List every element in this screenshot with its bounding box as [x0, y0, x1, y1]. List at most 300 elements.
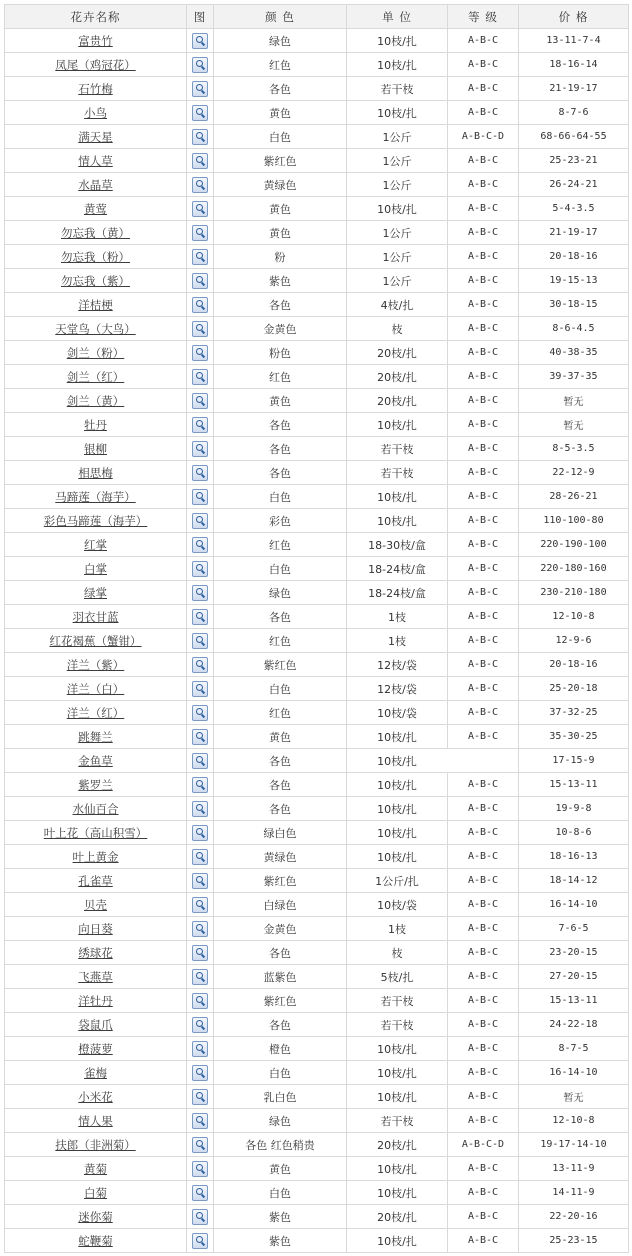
- magnifier-icon[interactable]: [192, 801, 208, 817]
- flower-name-link[interactable]: 石竹梅: [78, 81, 113, 96]
- magnifier-icon[interactable]: [192, 753, 208, 769]
- price-cell: 7-6-5: [519, 917, 629, 941]
- unit-cell: 10枝/扎: [347, 821, 448, 845]
- table-row: [5, 293, 629, 317]
- picture-cell: [187, 749, 214, 773]
- magnifier-icon[interactable]: [192, 537, 208, 553]
- table-row: [5, 341, 629, 365]
- table-row: [5, 773, 629, 797]
- magnifier-icon[interactable]: [192, 729, 208, 745]
- color-cell: 红色: [214, 533, 347, 557]
- flower-name-cell: [5, 29, 187, 53]
- picture-cell: [187, 485, 214, 509]
- picture-cell: [187, 1133, 214, 1157]
- table-row: [5, 317, 629, 341]
- flower-name-link[interactable]: 贝壳: [84, 897, 107, 912]
- table-row: [5, 677, 629, 701]
- magnifier-icon[interactable]: [192, 33, 208, 49]
- flower-name-link[interactable]: 红掌: [84, 537, 107, 552]
- flower-name-link[interactable]: 洋兰（红）: [66, 705, 125, 720]
- flower-name-link[interactable]: 勿忘我（黄）: [61, 225, 130, 240]
- flower-name-link[interactable]: 洋兰（紫）: [66, 657, 125, 672]
- magnifier-icon[interactable]: [192, 201, 208, 217]
- color-cell: 紫红色: [214, 149, 347, 173]
- grade-cell: A-B-C: [448, 1085, 519, 1109]
- magnifier-icon[interactable]: [192, 657, 208, 673]
- picture-cell: [187, 245, 214, 269]
- price-cell: 27-20-15: [519, 965, 629, 989]
- magnifier-icon[interactable]: [192, 897, 208, 913]
- unit-cell: 1公斤: [347, 245, 448, 269]
- flower-name-link[interactable]: 黄莺: [84, 201, 107, 216]
- magnifier-icon[interactable]: [192, 225, 208, 241]
- price-cell: 68-66-64-55: [519, 125, 629, 149]
- magnifier-icon[interactable]: [192, 513, 208, 529]
- magnifier-icon[interactable]: [192, 249, 208, 265]
- flower-name-cell: [5, 173, 187, 197]
- picture-cell: [187, 365, 214, 389]
- magnifier-icon[interactable]: [192, 681, 208, 697]
- flower-name-link[interactable]: 叶上花（高山积雪）: [43, 825, 148, 840]
- magnifier-icon[interactable]: [192, 321, 208, 337]
- table-row: [5, 653, 629, 677]
- magnifier-icon[interactable]: [192, 1065, 208, 1081]
- flower-name-cell: [5, 1085, 187, 1109]
- picture-cell: [187, 1229, 214, 1253]
- flower-name-link[interactable]: 金鱼草: [78, 753, 113, 768]
- flower-name-link[interactable]: 银柳: [84, 441, 107, 456]
- color-cell: 红色: [214, 701, 347, 725]
- flower-name-link[interactable]: 剑兰（红）: [66, 369, 125, 384]
- picture-cell: [187, 1181, 214, 1205]
- color-cell: 绿色: [214, 29, 347, 53]
- unit-cell: 10枝/扎: [347, 845, 448, 869]
- unit-cell: 12枝/袋: [347, 677, 448, 701]
- magnifier-icon[interactable]: [192, 1017, 208, 1033]
- grade-cell: A-B-C: [448, 29, 519, 53]
- flower-name-link[interactable]: 白菊: [84, 1185, 107, 1200]
- unit-cell: 10枝/扎: [347, 413, 448, 437]
- flower-name-link[interactable]: 满天星: [78, 129, 113, 144]
- flower-name-link[interactable]: 情人果: [78, 1113, 113, 1128]
- color-cell: 各色: [214, 461, 347, 485]
- grade-cell: A-B-C: [448, 581, 519, 605]
- flower-name-cell: [5, 869, 187, 893]
- flower-name-cell: [5, 917, 187, 941]
- flower-name-link[interactable]: 绣球花: [78, 945, 113, 960]
- price-cell: 26-24-21: [519, 173, 629, 197]
- header-pic: 图: [187, 5, 214, 29]
- picture-cell: [187, 29, 214, 53]
- grade-cell: A-B-C: [448, 845, 519, 869]
- grade-cell: A-B-C: [448, 221, 519, 245]
- flower-name-link[interactable]: 剑兰（黄）: [66, 393, 125, 408]
- price-cell: 16-14-10: [519, 893, 629, 917]
- magnifier-icon[interactable]: [192, 297, 208, 313]
- flower-name-cell: [5, 365, 187, 389]
- grade-cell: A-B-C: [448, 317, 519, 341]
- unit-cell: 20枝/扎: [347, 341, 448, 365]
- flower-name-link[interactable]: 羽衣甘蓝: [72, 609, 119, 624]
- flower-name-cell: [5, 1181, 187, 1205]
- magnifier-icon[interactable]: [192, 57, 208, 73]
- color-cell: 各色: [214, 941, 347, 965]
- color-cell: 紫色: [214, 1205, 347, 1229]
- flower-name-cell: [5, 293, 187, 317]
- picture-cell: [187, 509, 214, 533]
- flower-name-cell: [5, 1109, 187, 1133]
- price-cell: 19-15-13: [519, 269, 629, 293]
- color-cell: 白色: [214, 485, 347, 509]
- picture-cell: [187, 173, 214, 197]
- picture-cell: [187, 1157, 214, 1181]
- picture-cell: [187, 1109, 214, 1133]
- picture-cell: [187, 917, 214, 941]
- color-cell: 白色: [214, 1061, 347, 1085]
- color-cell: 白绿色: [214, 893, 347, 917]
- table-row: [5, 1085, 629, 1109]
- picture-cell: [187, 269, 214, 293]
- magnifier-icon[interactable]: [192, 969, 208, 985]
- color-cell: 黄绿色: [214, 845, 347, 869]
- magnifier-icon[interactable]: [192, 873, 208, 889]
- magnifier-icon[interactable]: [192, 489, 208, 505]
- magnifier-icon[interactable]: [192, 345, 208, 361]
- picture-cell: [187, 653, 214, 677]
- flower-name-link[interactable]: 紫罗兰: [78, 777, 113, 792]
- flower-name-link[interactable]: 跳舞兰: [78, 729, 113, 744]
- picture-cell: [187, 149, 214, 173]
- magnifier-icon[interactable]: [192, 633, 208, 649]
- unit-cell: 10枝/扎: [347, 1229, 448, 1253]
- flower-name-cell: [5, 557, 187, 581]
- table-row: [5, 1229, 629, 1253]
- flower-name-link[interactable]: 马蹄莲（海芋）: [55, 489, 136, 504]
- table-row: [5, 389, 629, 413]
- picture-cell: [187, 797, 214, 821]
- unit-cell: 10枝/扎: [347, 773, 448, 797]
- table-row: [5, 1205, 629, 1229]
- grade-cell: A-B-C: [448, 533, 519, 557]
- unit-cell: 10枝/扎: [347, 1061, 448, 1085]
- unit-cell: 10枝/扎: [347, 1157, 448, 1181]
- color-cell: 白色: [214, 557, 347, 581]
- table-row: [5, 77, 629, 101]
- flower-name-cell: [5, 461, 187, 485]
- flower-name-link[interactable]: 袋鼠爪: [78, 1017, 113, 1032]
- picture-cell: [187, 53, 214, 77]
- flower-name-link[interactable]: 情人草: [78, 153, 113, 168]
- price-cell: 8-7-5: [519, 1037, 629, 1061]
- picture-cell: [187, 461, 214, 485]
- color-cell: 粉色: [214, 341, 347, 365]
- price-cell: 18-16-13: [519, 845, 629, 869]
- price-cell: 37-32-25: [519, 701, 629, 725]
- flower-name-link[interactable]: 勿忘我（紫）: [61, 273, 130, 288]
- magnifier-icon[interactable]: [192, 81, 208, 97]
- grade-cell: A-B-C: [448, 605, 519, 629]
- price-cell: 17-15-9: [519, 749, 629, 773]
- flower-name-link[interactable]: 红花褐蕉（蟹钳）: [49, 633, 142, 648]
- color-cell: 绿白色: [214, 821, 347, 845]
- color-cell: 粉: [214, 245, 347, 269]
- grade-cell: A-B-C: [448, 869, 519, 893]
- flower-name-link[interactable]: 洋桔梗: [78, 297, 113, 312]
- flower-name-link[interactable]: 小米花: [78, 1089, 113, 1104]
- flower-name-cell: [5, 629, 187, 653]
- table-row: [5, 509, 629, 533]
- price-cell: 16-14-10: [519, 1061, 629, 1085]
- flower-name-cell: [5, 1157, 187, 1181]
- magnifier-icon[interactable]: [192, 1161, 208, 1177]
- price-cell: 5-4-3.5: [519, 197, 629, 221]
- price-cell: 21-19-17: [519, 221, 629, 245]
- grade-cell: A-B-C: [448, 701, 519, 725]
- magnifier-icon[interactable]: [192, 585, 208, 601]
- flower-name-link[interactable]: 蛇鞭菊: [78, 1233, 113, 1248]
- unit-cell: 10枝/扎: [347, 749, 448, 773]
- picture-cell: [187, 437, 214, 461]
- flower-name-cell: [5, 509, 187, 533]
- price-cell: 15-13-11: [519, 773, 629, 797]
- picture-cell: [187, 533, 214, 557]
- flower-name-cell: [5, 1013, 187, 1037]
- grade-cell: A-B-C: [448, 1037, 519, 1061]
- picture-cell: [187, 725, 214, 749]
- color-cell: 红色: [214, 53, 347, 77]
- picture-cell: [187, 869, 214, 893]
- magnifier-icon[interactable]: [192, 777, 208, 793]
- grade-cell: A-B-C: [448, 437, 519, 461]
- flower-name-cell: [5, 1229, 187, 1253]
- magnifier-icon[interactable]: [192, 1041, 208, 1057]
- flower-name-link[interactable]: 勿忘我（粉）: [61, 249, 130, 264]
- unit-cell: 5枝/扎: [347, 965, 448, 989]
- price-cell: 30-18-15: [519, 293, 629, 317]
- price-cell: 110-100-80: [519, 509, 629, 533]
- flower-name-cell: [5, 989, 187, 1013]
- flower-name-link[interactable]: 黄菊: [84, 1161, 107, 1176]
- grade-cell: A-B-C: [448, 1205, 519, 1229]
- picture-cell: [187, 629, 214, 653]
- picture-cell: [187, 965, 214, 989]
- flower-name-cell: [5, 437, 187, 461]
- table-row: [5, 989, 629, 1013]
- grade-cell: A-B-C: [448, 1181, 519, 1205]
- flower-name-link[interactable]: 小鸟: [84, 105, 107, 120]
- color-cell: 各色: [214, 77, 347, 101]
- magnifier-icon[interactable]: [192, 177, 208, 193]
- grade-cell: A-B-C: [448, 797, 519, 821]
- grade-cell: A-B-C: [448, 893, 519, 917]
- price-cell: 20-18-16: [519, 245, 629, 269]
- table-row: [5, 581, 629, 605]
- grade-cell: A-B-C: [448, 1229, 519, 1253]
- flower-name-cell: [5, 101, 187, 125]
- price-cell: 39-37-35: [519, 365, 629, 389]
- magnifier-icon[interactable]: [192, 1137, 208, 1153]
- header-unit: 单 位: [347, 5, 448, 29]
- grade-cell: A-B-C: [448, 269, 519, 293]
- color-cell: 红色: [214, 629, 347, 653]
- color-cell: 橙色: [214, 1037, 347, 1061]
- unit-cell: 若干枝: [347, 1109, 448, 1133]
- grade-cell: A-B-C: [448, 53, 519, 77]
- flower-name-cell: [5, 197, 187, 221]
- color-cell: 红色: [214, 365, 347, 389]
- grade-cell: A-B-C: [448, 389, 519, 413]
- magnifier-icon[interactable]: [192, 153, 208, 169]
- magnifier-icon[interactable]: [192, 561, 208, 577]
- picture-cell: [187, 389, 214, 413]
- magnifier-icon[interactable]: [192, 465, 208, 481]
- color-cell: 各色: [214, 749, 347, 773]
- unit-cell: 1公斤: [347, 125, 448, 149]
- table-row: [5, 701, 629, 725]
- flower-name-cell: [5, 53, 187, 77]
- price-cell: 25-23-15: [519, 1229, 629, 1253]
- unit-cell: 若干枝: [347, 437, 448, 461]
- flower-name-link[interactable]: 向日葵: [78, 921, 113, 936]
- color-cell: 白色: [214, 677, 347, 701]
- magnifier-icon[interactable]: [192, 105, 208, 121]
- grade-cell: A-B-C: [448, 1157, 519, 1181]
- unit-cell: 10枝/扎: [347, 485, 448, 509]
- flower-name-cell: [5, 725, 187, 749]
- flower-name-link[interactable]: 孔雀草: [78, 873, 113, 888]
- flower-name-link[interactable]: 天堂鸟（大鸟）: [55, 321, 136, 336]
- table-row: [5, 1157, 629, 1181]
- price-cell: 暂无: [519, 1085, 629, 1109]
- flower-name-link[interactable]: 彩色马蹄莲（海芋）: [43, 513, 148, 528]
- picture-cell: [187, 605, 214, 629]
- flower-name-cell: [5, 245, 187, 269]
- magnifier-icon[interactable]: [192, 993, 208, 1009]
- flower-name-link[interactable]: 橙菠萝: [78, 1041, 113, 1056]
- magnifier-icon[interactable]: [192, 1185, 208, 1201]
- magnifier-icon[interactable]: [192, 417, 208, 433]
- flower-name-link[interactable]: 叶上黄金: [72, 849, 119, 864]
- price-cell: 19-17-14-10: [519, 1133, 629, 1157]
- magnifier-icon[interactable]: [192, 921, 208, 937]
- price-cell: 25-20-18: [519, 677, 629, 701]
- color-cell: 白色: [214, 1181, 347, 1205]
- table-row: [5, 797, 629, 821]
- price-cell: 220-190-100: [519, 533, 629, 557]
- picture-cell: [187, 701, 214, 725]
- grade-cell: A-B-C: [448, 1013, 519, 1037]
- magnifier-icon[interactable]: [192, 273, 208, 289]
- flower-name-link[interactable]: 白掌: [84, 561, 107, 576]
- flower-name-link[interactable]: 水晶草: [78, 177, 113, 192]
- picture-cell: [187, 1061, 214, 1085]
- color-cell: 紫红色: [214, 869, 347, 893]
- price-cell: 40-38-35: [519, 341, 629, 365]
- grade-cell: A-B-C: [448, 653, 519, 677]
- header-price: 价 格: [519, 5, 629, 29]
- picture-cell: [187, 101, 214, 125]
- unit-cell: 若干枝: [347, 461, 448, 485]
- flower-name-link[interactable]: 相思梅: [78, 465, 113, 480]
- table-row: [5, 125, 629, 149]
- unit-cell: 1公斤: [347, 149, 448, 173]
- price-cell: 10-8-6: [519, 821, 629, 845]
- flower-name-link[interactable]: 雀梅: [84, 1065, 107, 1080]
- magnifier-icon[interactable]: [192, 1089, 208, 1105]
- unit-cell: 12枝/袋: [347, 653, 448, 677]
- color-cell: 各色: [214, 797, 347, 821]
- price-cell: 220-180-160: [519, 557, 629, 581]
- magnifier-icon[interactable]: [192, 609, 208, 625]
- unit-cell: 20枝/扎: [347, 1205, 448, 1229]
- flower-name-cell: [5, 653, 187, 677]
- flower-name-link[interactable]: 飞燕草: [78, 969, 113, 984]
- flower-name-link[interactable]: 凤尾（鸡冠花）: [55, 57, 136, 72]
- magnifier-icon[interactable]: [192, 849, 208, 865]
- picture-cell: [187, 413, 214, 437]
- price-cell: 25-23-21: [519, 149, 629, 173]
- magnifier-icon[interactable]: [192, 1233, 208, 1249]
- magnifier-icon[interactable]: [192, 1209, 208, 1225]
- magnifier-icon[interactable]: [192, 1113, 208, 1129]
- table-body: [5, 29, 629, 1253]
- flower-name-link[interactable]: 扶郎（非洲菊）: [55, 1137, 136, 1152]
- grade-cell: A-B-C: [448, 173, 519, 197]
- picture-cell: [187, 293, 214, 317]
- color-cell: 金黄色: [214, 917, 347, 941]
- table-row: [5, 893, 629, 917]
- table-row: [5, 869, 629, 893]
- magnifier-icon[interactable]: [192, 369, 208, 385]
- grade-cell: A-B-C: [448, 1061, 519, 1085]
- flower-name-link[interactable]: 洋牡丹: [78, 993, 113, 1008]
- unit-cell: 10枝/扎: [347, 1181, 448, 1205]
- grade-cell: A-B-C: [448, 341, 519, 365]
- table-row: [5, 1013, 629, 1037]
- flower-name-link[interactable]: 富贵竹: [78, 33, 113, 48]
- price-cell: 14-11-9: [519, 1181, 629, 1205]
- color-cell: 彩色: [214, 509, 347, 533]
- magnifier-icon[interactable]: [192, 825, 208, 841]
- magnifier-icon[interactable]: [192, 441, 208, 457]
- magnifier-icon[interactable]: [192, 705, 208, 721]
- flower-name-cell: [5, 269, 187, 293]
- flower-name-link[interactable]: 洋兰（白）: [66, 681, 125, 696]
- magnifier-icon[interactable]: [192, 393, 208, 409]
- magnifier-icon[interactable]: [192, 945, 208, 961]
- color-cell: 绿色: [214, 581, 347, 605]
- table-row: [5, 365, 629, 389]
- table-row: [5, 821, 629, 845]
- table-row: [5, 101, 629, 125]
- table-row: [5, 1133, 629, 1157]
- color-cell: 紫色: [214, 269, 347, 293]
- magnifier-icon[interactable]: [192, 129, 208, 145]
- flower-name-link[interactable]: 水仙百合: [72, 801, 119, 816]
- flower-name-link[interactable]: 牡丹: [84, 417, 107, 432]
- flower-name-link[interactable]: 剑兰（粉）: [66, 345, 125, 360]
- picture-cell: [187, 77, 214, 101]
- flower-name-cell: [5, 1037, 187, 1061]
- flower-name-link[interactable]: 迷你菊: [78, 1209, 113, 1224]
- color-cell: 各色: [214, 437, 347, 461]
- unit-cell: 10枝/扎: [347, 53, 448, 77]
- grade-cell: A-B-C: [448, 965, 519, 989]
- flower-name-link[interactable]: 绿掌: [84, 585, 107, 600]
- unit-cell: 10枝/袋: [347, 701, 448, 725]
- grade-cell: A-B-C: [448, 365, 519, 389]
- flower-name-cell: [5, 1061, 187, 1085]
